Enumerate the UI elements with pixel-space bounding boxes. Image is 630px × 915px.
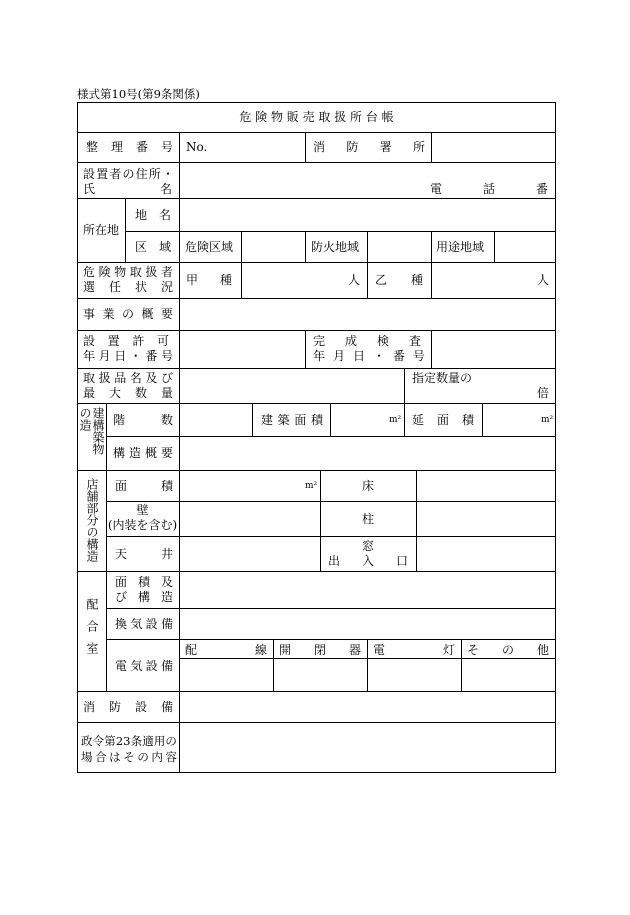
char: 乙 bbox=[375, 273, 388, 287]
char: 政 bbox=[81, 734, 93, 748]
inspection-label-1 bbox=[313, 334, 421, 348]
inspection-label-2 bbox=[313, 349, 425, 363]
char: 置 bbox=[107, 334, 120, 348]
char: 要 bbox=[160, 307, 173, 321]
char: ・ bbox=[161, 167, 174, 181]
char: 構 bbox=[113, 446, 126, 460]
char: 状 bbox=[134, 280, 147, 294]
floors-label bbox=[113, 413, 173, 427]
zone-label bbox=[135, 240, 171, 254]
char: 消 bbox=[313, 140, 326, 154]
ledger-form bbox=[77, 102, 556, 773]
char: 合 bbox=[95, 750, 107, 764]
char: 成 bbox=[344, 334, 357, 348]
kou-person-unit: 人 bbox=[348, 273, 361, 287]
char: 域 bbox=[158, 240, 171, 254]
char: 数 bbox=[134, 386, 147, 400]
char: 完 bbox=[313, 334, 326, 348]
window-label: 窓 bbox=[361, 539, 374, 553]
char: 日 bbox=[352, 349, 365, 363]
char: 適 bbox=[142, 734, 154, 748]
char: 要 bbox=[160, 446, 173, 460]
char: び bbox=[115, 590, 128, 604]
char: 容 bbox=[165, 750, 177, 764]
char: 備 bbox=[160, 617, 173, 631]
char: 険 bbox=[98, 265, 111, 279]
char: ・ bbox=[129, 349, 142, 363]
char: 概 bbox=[141, 307, 154, 321]
char: 置 bbox=[96, 167, 109, 181]
items-label-2 bbox=[83, 386, 173, 400]
store-side-label: 店舗部分の構造 bbox=[85, 478, 99, 562]
char: 名 bbox=[129, 371, 142, 385]
char: 署 bbox=[379, 140, 392, 154]
char: の bbox=[165, 734, 177, 748]
char: 者 bbox=[160, 265, 173, 279]
char: 量 bbox=[160, 386, 173, 400]
char: 業 bbox=[102, 307, 115, 321]
char: 延 bbox=[412, 413, 425, 427]
char: 種 bbox=[219, 273, 232, 287]
char: 所 bbox=[148, 167, 161, 181]
char: 任 bbox=[108, 280, 121, 294]
char: 出 bbox=[328, 554, 341, 568]
char: 建 bbox=[261, 413, 274, 427]
char: 事 bbox=[83, 307, 96, 321]
char: 積 bbox=[461, 413, 474, 427]
char: 第 bbox=[104, 734, 116, 748]
other-label bbox=[467, 643, 549, 657]
char: の bbox=[121, 307, 134, 321]
wiring-label bbox=[185, 643, 267, 657]
char: は bbox=[109, 750, 121, 764]
fire-station-label bbox=[313, 140, 425, 154]
char: の bbox=[137, 750, 149, 764]
char: 換 bbox=[115, 617, 128, 631]
char: 名 bbox=[158, 208, 171, 222]
permit-label-1 bbox=[83, 334, 169, 348]
otsu-person-unit: 人 bbox=[537, 273, 550, 287]
location-label: 所在地 bbox=[83, 223, 120, 237]
char: 話 bbox=[482, 182, 495, 196]
lighting-label bbox=[373, 643, 455, 657]
electrical-label bbox=[115, 659, 173, 673]
char: 号 bbox=[160, 140, 173, 154]
char: ・ bbox=[372, 349, 385, 363]
char: 電 bbox=[115, 659, 128, 673]
char: 大 bbox=[108, 386, 121, 400]
kou-type-label bbox=[186, 273, 232, 287]
floor-area-label bbox=[412, 413, 474, 427]
char: 積 bbox=[310, 413, 323, 427]
char: 整 bbox=[86, 140, 99, 154]
char: 設 bbox=[83, 334, 96, 348]
char: 番 bbox=[535, 182, 548, 196]
char: 場 bbox=[81, 750, 93, 764]
building-area-unit: m² bbox=[389, 415, 402, 425]
char: 物 bbox=[114, 265, 127, 279]
floor-area-unit: m² bbox=[541, 415, 554, 425]
char: 最 bbox=[83, 386, 96, 400]
char: 危 bbox=[83, 265, 96, 279]
char: 可 bbox=[156, 334, 169, 348]
mixing-area-label-1 bbox=[115, 575, 173, 589]
char: 取 bbox=[83, 371, 96, 385]
char: 扱 bbox=[98, 371, 111, 385]
char: そ bbox=[123, 750, 135, 764]
char: 設 bbox=[83, 167, 96, 181]
char: 甲 bbox=[186, 273, 199, 287]
char: 種 bbox=[410, 273, 423, 287]
building-area-label bbox=[261, 413, 323, 427]
address-label bbox=[135, 208, 171, 222]
char: 号 bbox=[412, 349, 425, 363]
char: 査 bbox=[408, 334, 421, 348]
danger-zone-label: 危険区域 bbox=[185, 240, 234, 254]
business-summary-label bbox=[83, 307, 173, 321]
owner-address-label bbox=[83, 167, 174, 181]
ceiling-label bbox=[115, 547, 173, 561]
char: 地 bbox=[135, 208, 148, 222]
char: 灯 bbox=[442, 643, 455, 657]
char: 区 bbox=[135, 240, 148, 254]
char: 住 bbox=[135, 167, 148, 181]
char: 内 bbox=[151, 750, 163, 764]
char: 名 bbox=[159, 182, 172, 196]
wall-label: 壁 bbox=[136, 503, 149, 517]
char: 閉 bbox=[313, 643, 326, 657]
fire-zone-label: 防火地域 bbox=[311, 240, 360, 254]
char: 設 bbox=[145, 659, 158, 673]
char: 電 bbox=[430, 182, 443, 196]
char: 月 bbox=[332, 349, 345, 363]
char: 23 bbox=[115, 734, 131, 748]
char: 用 bbox=[153, 734, 166, 748]
char: 天 bbox=[115, 547, 128, 561]
char: 氏 bbox=[83, 182, 96, 196]
char: 概 bbox=[144, 446, 157, 460]
ventilation-label bbox=[115, 617, 173, 631]
char: 月 bbox=[98, 349, 111, 363]
char: 番 bbox=[392, 349, 405, 363]
pillar-label: 柱 bbox=[361, 512, 374, 526]
items-label-1 bbox=[83, 371, 173, 385]
switch-label bbox=[279, 643, 361, 657]
form-style-label: 様式第10号(第9条関係) bbox=[77, 87, 200, 101]
char: 年 bbox=[313, 349, 326, 363]
store-area-unit: m² bbox=[305, 481, 318, 491]
row-number-label bbox=[86, 140, 173, 154]
char: 器 bbox=[348, 643, 361, 657]
char: 面 bbox=[294, 413, 307, 427]
owner-phone-label bbox=[430, 182, 548, 196]
char: 井 bbox=[160, 547, 173, 561]
exit-label bbox=[328, 554, 408, 568]
char: 防 bbox=[108, 700, 121, 714]
char: 積 bbox=[137, 575, 150, 589]
handler-label-2 bbox=[83, 280, 173, 294]
store-area-label bbox=[115, 479, 173, 493]
char: 口 bbox=[395, 554, 408, 568]
mixing-room-side-label: 配合室 bbox=[85, 598, 99, 664]
building-side-label: 建構築物の造 bbox=[78, 407, 105, 455]
owner-name-label bbox=[83, 182, 172, 196]
char: 年 bbox=[83, 349, 96, 363]
char: 線 bbox=[254, 643, 267, 657]
char: 許 bbox=[132, 334, 145, 348]
char: 検 bbox=[376, 334, 389, 348]
floor-material-label: 床 bbox=[361, 479, 374, 493]
char: 構 bbox=[137, 590, 150, 604]
char: 選 bbox=[83, 280, 96, 294]
char: 所 bbox=[412, 140, 425, 154]
char: 扱 bbox=[145, 265, 158, 279]
char: 番 bbox=[135, 140, 148, 154]
char: 設 bbox=[134, 700, 147, 714]
char: の bbox=[501, 643, 514, 657]
handler-label-1 bbox=[83, 265, 173, 279]
number-no-label: No. bbox=[186, 140, 208, 154]
char: 他 bbox=[536, 643, 549, 657]
char: 防 bbox=[346, 140, 359, 154]
char: 積 bbox=[160, 479, 173, 493]
char: 備 bbox=[160, 700, 173, 714]
char: 番 bbox=[145, 349, 158, 363]
char: 築 bbox=[277, 413, 290, 427]
cabinet-order-label-1 bbox=[81, 734, 177, 748]
char: 面 bbox=[115, 479, 128, 493]
char: び bbox=[160, 371, 173, 385]
char: 数 bbox=[160, 413, 173, 427]
char: 設 bbox=[145, 617, 158, 631]
char: 日 bbox=[114, 349, 127, 363]
char: 面 bbox=[436, 413, 449, 427]
otsu-type-label bbox=[375, 273, 423, 287]
form-title: 危 険 物 販 売 取 扱 所 台 帳 bbox=[239, 110, 394, 124]
fire-equipment-label bbox=[83, 700, 173, 714]
cabinet-order-label-2 bbox=[81, 750, 177, 764]
use-zone-label: 用途地域 bbox=[436, 240, 485, 254]
times-unit: 倍 bbox=[537, 386, 550, 400]
permit-label-2 bbox=[83, 349, 173, 363]
mixing-area-label-2 bbox=[115, 590, 173, 604]
specified-quantity-label: 指定数量の bbox=[412, 371, 473, 385]
char: 面 bbox=[115, 575, 128, 589]
char: 開 bbox=[279, 643, 292, 657]
char: 号 bbox=[160, 349, 173, 363]
char: 令 bbox=[92, 734, 105, 748]
char: 取 bbox=[129, 265, 142, 279]
structure-summary-label bbox=[113, 446, 173, 460]
char: 造 bbox=[160, 590, 173, 604]
char: 造 bbox=[128, 446, 141, 460]
char: 及 bbox=[145, 371, 158, 385]
char: 配 bbox=[185, 643, 198, 657]
wall-note-label: (内装を含む) bbox=[107, 518, 178, 532]
char: 者 bbox=[109, 167, 122, 181]
char: 消 bbox=[83, 700, 96, 714]
char: 階 bbox=[113, 413, 126, 427]
char: 電 bbox=[373, 643, 386, 657]
char: 入 bbox=[361, 554, 374, 568]
char: 品 bbox=[114, 371, 127, 385]
char: 備 bbox=[160, 659, 173, 673]
char: 況 bbox=[160, 280, 173, 294]
char: 条 bbox=[130, 734, 143, 748]
char: そ bbox=[467, 643, 480, 657]
char: 及 bbox=[160, 575, 173, 589]
char: 気 bbox=[130, 617, 143, 631]
char: 気 bbox=[130, 659, 143, 673]
char: 理 bbox=[110, 140, 123, 154]
char: の bbox=[122, 167, 135, 181]
